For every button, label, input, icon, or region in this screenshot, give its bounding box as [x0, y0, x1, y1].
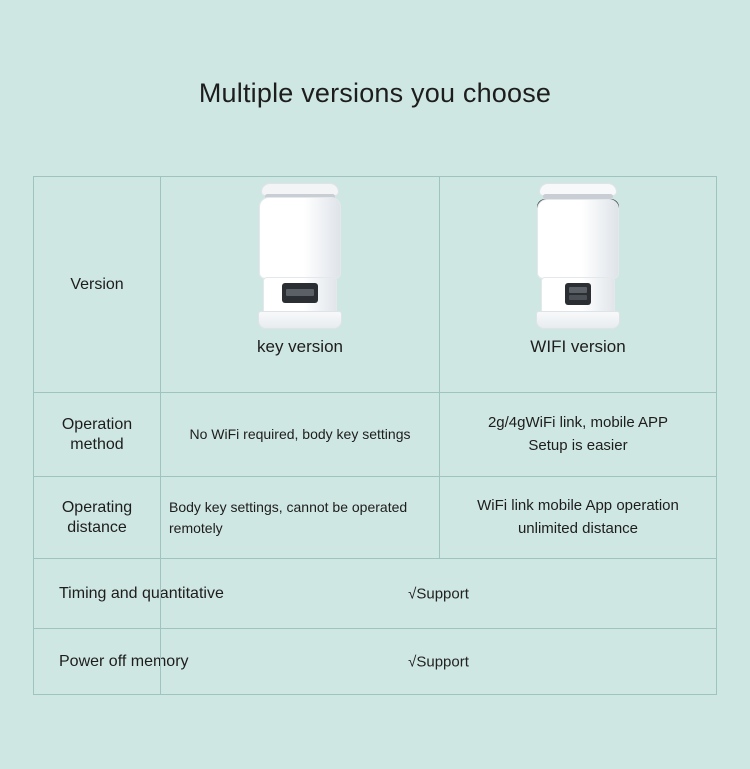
text-operating-distance-wifi-line2: unlimited distance: [517, 519, 639, 537]
cell-timing-quantitative-support: [160, 559, 716, 628]
cell-wifi-version: [439, 177, 716, 392]
row-label-operation-method-line2: method: [70, 435, 124, 453]
row-label-operating-distance-line1: Operating: [61, 498, 133, 516]
caption-wifi-version: WIFI version: [530, 337, 626, 356]
text-operation-method-wifi-line1: 2g/4gWiFi link, mobile APP: [487, 414, 669, 431]
row-label-power-off-memory-wrap: [34, 629, 189, 694]
page-title: Multiple versions you choose: [198, 78, 552, 108]
row-label-power-off-memory: Power off memory: [59, 652, 189, 670]
row-label-operation-method-line1: Operation: [61, 415, 133, 433]
cell-operating-distance-key: [160, 477, 439, 558]
text-timing-quantitative-support: √Support: [408, 585, 469, 602]
cell-operating-distance-wifi: [439, 477, 716, 558]
text-operating-distance-key: Body key settings, cannot be operated remotely: [169, 498, 408, 536]
text-operation-method-wifi-line2: Setup is easier: [528, 436, 628, 454]
row-label-operation-method: [34, 393, 160, 476]
comparison-table: [33, 176, 717, 695]
table-row-version: [34, 177, 716, 392]
row-label-operating-distance-line2: distance: [67, 518, 127, 536]
feeder-key-version-icon: [252, 183, 348, 331]
cell-key-version: [160, 177, 439, 392]
text-operating-distance-wifi-line1: WiFi link mobile App operation: [477, 497, 679, 514]
feeder-wifi-version-icon: [530, 183, 626, 331]
cell-power-off-memory-support: [160, 629, 716, 694]
row-label-operating-distance: [34, 477, 160, 558]
row-label-version: Version: [70, 275, 124, 293]
caption-key-version: key version: [257, 337, 343, 356]
table-row-operation-method: [34, 392, 716, 476]
table-row-timing-quantitative: [34, 558, 716, 628]
text-operation-method-key: No WiFi required, body key settings: [189, 426, 411, 442]
row-label-timing-quantitative-wrap: [34, 559, 224, 628]
table-row-power-off-memory: [34, 628, 716, 694]
table-row-operating-distance: [34, 476, 716, 558]
cell-operation-method-key: [160, 393, 439, 476]
text-power-off-memory-support: √Support: [408, 653, 469, 670]
cell-operation-method-wifi: [439, 393, 716, 476]
row-label-timing-quantitative: Timing and quantitative: [59, 584, 224, 602]
